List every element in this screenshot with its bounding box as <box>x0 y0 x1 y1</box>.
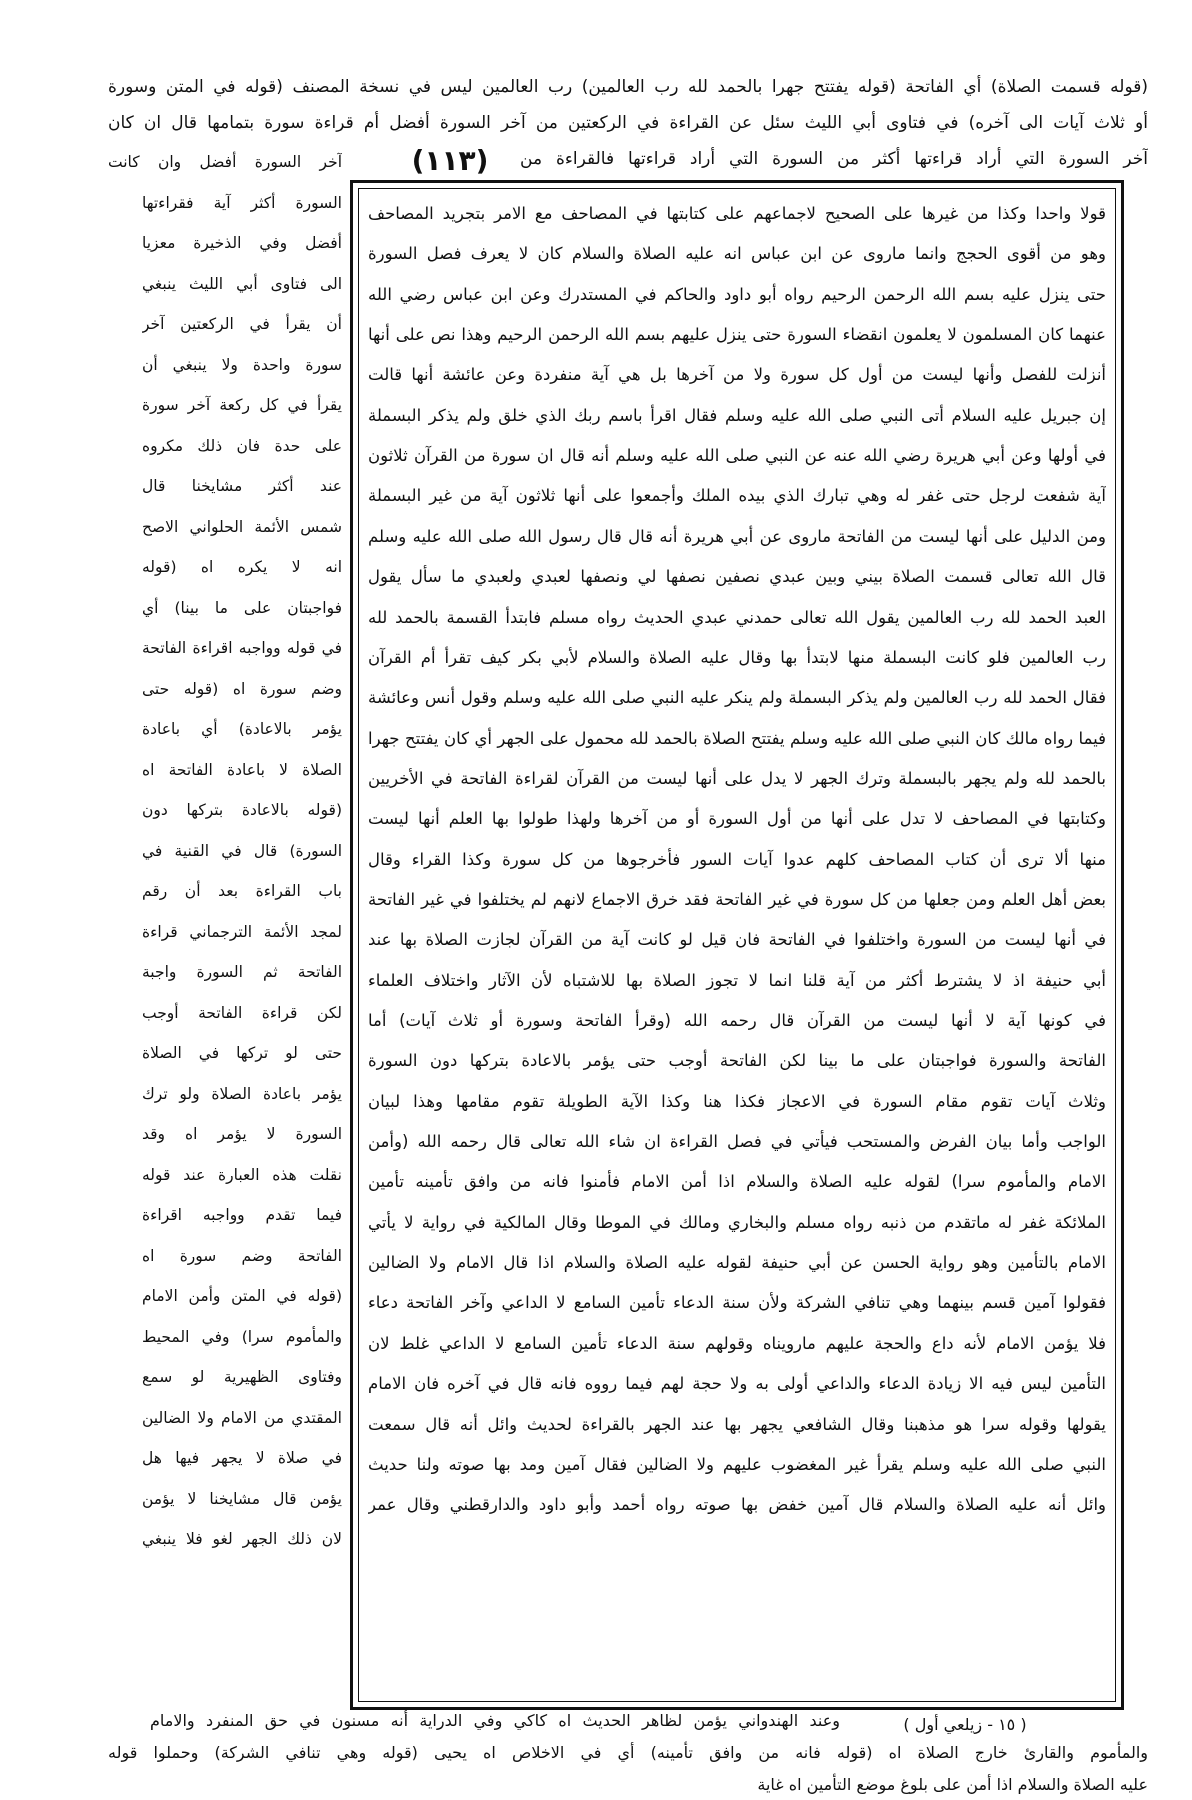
main-line: وثلاث آيات تقوم مقام السورة في الاعجاز فكذا هنا وكذا الآية الطويلة تقوم مقامها وهذا لبيان <box>368 1091 1106 1111</box>
main-line: بالحمد لله ولم يجهر بالبسملة وترك الجهر لا يدل على أنها ليست من القرآن لقراءة الفاتحة في الأخريين <box>368 768 1106 788</box>
main-line: فقال الحمد لله رب العالمين ولم يذكر البسملة ولم ينكر عليه النبي صلى الله عليه وسلم وقول أنس وعائشة <box>368 688 1106 708</box>
side-line: لمجد الأئمة الترجماني قراءة <box>142 922 342 941</box>
side-line: يقرأ في كل ركعة آخر سورة <box>142 396 342 414</box>
side-line: أفضل وفي الذخيرة معزيا <box>142 234 342 252</box>
side-line: الفاتحة وضم سورة اه <box>142 1246 342 1265</box>
side-line: السورة أكثر آية فقراءتها <box>142 193 342 212</box>
main-line: الامام بالتأمين وهو رواية الحسن عن أبي حنيفة لقوله عليه الصلاة والسلام اذا قال الامام ولا الضالين <box>368 1253 1106 1273</box>
side-line: الى فتاوى أبي الليث ينبغي <box>142 274 342 293</box>
volume-signature: ( ١٥ - زيلعي أول ) <box>903 1715 1027 1734</box>
main-line: رب العالمين فلو كانت البسملة منها لابتدأ بها وقال عليه الصلاة والسلام لأبي بكر كيف تقرأ أم القرآن <box>368 647 1106 667</box>
side-line: يؤمر باعادة الصلاة ولو ترك <box>142 1084 342 1103</box>
side-line: في صلاة لا يجهر فيها هل <box>142 1449 342 1467</box>
top-line: آخر السورة التي أراد قراءتها أكثر من السورة التي أراد قراءتها فالقراءة من <box>520 149 1148 169</box>
main-line: فيما رواه مالك كان النبي صلى الله عليه وسلم يفتتح الصلاة بالحمد لله محمول على الجهر أي كان يفتتح جهرا <box>368 728 1106 748</box>
main-line: التأمين ليس فيه الا زيادة الدعاء والداعي أولى به ولا حجة لهم فيما رووه فانه قال في آخره فان الامام <box>368 1374 1106 1394</box>
bottom-line: وعند الهندواني يؤمن لظاهر الحديث اه كاكي وفي الدراية أنه مسنون في حق المنفرد والامام <box>150 1711 840 1730</box>
main-line: في أنها ليست من السورة واختلفوا في الفاتحة فان قيل لو كانت آية من القرآن لجازت الصلاة بها عند <box>368 930 1106 950</box>
side-line: فيما تقدم وواجبه اقراءة <box>142 1206 342 1224</box>
main-line: إن جبريل عليه السلام أتى النبي صلى الله عليه وسلم فقال اقرأ باسم ربك الذي خلق ولم يذكر البسملة <box>368 405 1106 425</box>
main-line: قال الله تعالى قسمت الصلاة بيني وبين عبدي نصفين نصفها لي ونصفها لعبدي ولعبدي ما سأل يقول <box>368 567 1106 587</box>
side-line: لان ذلك الجهر لغو فلا ينبغي <box>142 1530 342 1548</box>
side-line: آخر السورة أفضل وان كانت <box>108 153 342 171</box>
main-line: في كونها آية لا أنها ليست من القرآن قال رحمه الله (وقرأ الفاتحة وسورة أو ثلاث آيات) أما <box>368 1011 1106 1030</box>
main-line: أنزلت للفصل وأنها ليست من أول كل سورة ولا من آخرها بل هي آية منفردة وعن عائشة أنها قالت <box>368 365 1106 385</box>
main-line: في أولها وعن أبي هريرة رضي الله عنه عن النبي صلى الله عليه وسلم أنه قال ان سورة من القرآن ثلاثون <box>368 446 1106 466</box>
main-line: الواجب وأما بيان الفرض والمستحب فيأتي في فصل القراءة ان شاء الله تعالى قال رحمه الله (وأمن <box>368 1132 1106 1152</box>
side-line: لكن قراءة الفاتحة أوجب <box>142 1003 342 1022</box>
side-line: نقلت هذه العبارة عند قوله <box>142 1165 342 1184</box>
main-line: حتى ينزل عليه بسم الله الرحمن الرحيم رواه أبو داود والحاكم في المستدرك وعن ابن عباس رضي الله <box>368 284 1106 304</box>
top-line: أو ثلاث آيات الى آخره) في فتاوى أبي الليث سئل عن القراءة في الركعتين من آخر السورة أفضل أم قراءة سورة بتمامها قال ان كان <box>108 113 1148 133</box>
main-line: عنهما كان المسلمون لا يعلمون انقضاء السورة حتى ينزل عليهم بسم الله الرحمن الرحيم وهذا نص على أنها <box>368 325 1106 345</box>
side-line: وضم سورة اه (قوله حتى <box>142 679 342 698</box>
side-line: يؤمر بالاعادة) أي باعادة <box>142 720 342 738</box>
main-line: وائل أنه عليه الصلاة والسلام قال آمين خفض بها صوته رواه أحمد وأبو داود والدارقطني وقال عمر <box>368 1495 1106 1515</box>
side-line: عند أكثر مشايخنا قال <box>142 477 342 495</box>
bottom-line: عليه الصلاة والسلام اذا أمن على بلوغ موضع التأمين اه غاية <box>757 1775 1148 1794</box>
side-line: أن يقرأ في الركعتين آخر <box>142 315 342 333</box>
top-line: (قوله قسمت الصلاة) أي الفاتحة (قوله يفتتح جهرا بالحمد لله رب العالمين) رب العالمين ليس في نسخة المصنف (قوله في المتن وسورة <box>108 77 1148 97</box>
side-line: فواجبتان على ما بينا) أي <box>142 598 342 617</box>
main-line: الامام والمأموم سرا) لقوله عليه الصلاة والسلام اذا أمن الامام فأمنوا فانه من وافق تأمينه تأمين <box>368 1172 1106 1192</box>
main-line: بعض أهل العلم ومن جعلها من كل سورة في غير الفاتحة فقد خرق الاجماع لانهم لم يختلفوا في غير الفاتحة <box>368 889 1106 909</box>
side-line: سورة واحدة ولا ينبغي أن <box>142 355 342 374</box>
main-line: فقولوا آمين قسم بينهما وهي تنافي الشركة ولأن سنة الدعاء تأمين السامع لا الداعي وآخر الفاتحة دعاء <box>368 1293 1106 1313</box>
side-line: الفاتحة ثم السورة واجبة <box>142 963 342 981</box>
main-line: يقولها وقوله سرا هو مذهبنا وقال الشافعي يجهر بها عند الجهر بالقراءة لحديث وائل أنه قال سمعت <box>368 1414 1106 1434</box>
side-line: يؤمن قال مشايخنا لا يؤمن <box>142 1489 342 1508</box>
side-line: انه لا يكره اه (قوله <box>142 558 342 576</box>
main-line: الفاتحة والسورة فواجبتان على ما بينا لكن الفاتحة أوجب حتى يؤمر بالاعادة بتركها دون السورة <box>368 1051 1106 1071</box>
main-line: العبد الحمد لله رب العالمين يقول الله تعالى حمدني عبدي الحديث رواه مسلم فابتدأ القسمة بالحمد لله <box>368 607 1106 627</box>
side-line: وفتاوى الظهيرية لو سمع <box>142 1368 342 1386</box>
side-line: السورة) قال في القنية في <box>142 841 342 860</box>
side-line: السورة لا يؤمر اه وقد <box>142 1125 342 1143</box>
side-line: في قوله وواجبه اقراءة الفاتحة <box>142 639 342 657</box>
side-line: حتى لو تركها في الصلاة <box>142 1044 342 1062</box>
main-line: النبي صلى الله عليه وسلم يقرأ غير المغضوب عليهم ولا الضالين فقال آمين ومد بها صوته ولنا حديث <box>368 1454 1106 1474</box>
main-line: الملائكة غفر له ماتقدم من ذنبه رواه مسلم والبخاري ومالك في الموطا وقال المالكية في رواية لا يأتي <box>368 1212 1106 1232</box>
main-line: منها ألا ترى أن كتاب المصاحف كلهم عدوا آيات السور فأخرجوها من كل سورة وكذا القراء وقال <box>368 849 1106 869</box>
main-line: ومن الدليل على أنها ليست من الفاتحة ماروى عن أبي هريرة أنه قال قال رسول الله صلى الله عليه وسلم <box>368 526 1106 546</box>
page-number: (١١٣) <box>411 144 489 177</box>
main-line: أبي حنيفة اذ لا يشترط أكثر من آية قلنا انما لا تجوز الصلاة بها للاشتباه لأن الآثار واختلاف العلماء <box>368 970 1106 990</box>
main-line: وهو من أقوى الحجج وانما ماروى عن ابن عباس انه عليه الصلاة والسلام كان لا يعرف فصل السورة <box>368 244 1106 264</box>
bottom-line: والمأموم والقارئ خارج الصلاة اه (قوله فانه من وافق تأمينه) أي في الاخلاص اه يحيى (قوله وهي تنافي الشركة) وحملوا قوله <box>108 1743 1148 1762</box>
main-line: آية شفعت لرجل حتى غفر له وهي تبارك الذي بيده الملك وأجمعوا على أنها ثلاثون آية من غير البسملة <box>368 486 1106 506</box>
main-line: وكتابتها في المصاحف لا تدل على أنها من أول السورة أو من آخرها ولهذا طولوا بها العلم أنها ليست <box>368 809 1106 829</box>
side-line: باب القراءة بعد أن رقم <box>142 882 342 900</box>
side-line: (قوله بالاعادة بتركها دون <box>142 801 342 819</box>
side-line: المقتدي من الامام ولا الضالين <box>142 1408 342 1427</box>
side-line: والمأموم سرا) وفي المحيط <box>142 1327 342 1346</box>
side-line: شمس الأئمة الحلواني الاصح <box>142 517 342 536</box>
side-line: (قوله في المتن وأمن الامام <box>142 1287 342 1305</box>
side-line: على حدة فان ذلك مكروه <box>142 436 342 455</box>
main-line: قولا واحدا وكذا من غيرها على الصحيح لاجماعهم على كتابتها في المصاحف مع الامر بتجريد المصاحف <box>368 204 1106 223</box>
side-line: الصلاة لا باعادة الفاتحة اه <box>142 760 342 779</box>
main-line: فلا يؤمن الامام لأنه داع والحجة عليهم مارويناه وقولهم سنة الدعاء تأمين السامع لا الداعي غلط لان <box>368 1333 1106 1353</box>
